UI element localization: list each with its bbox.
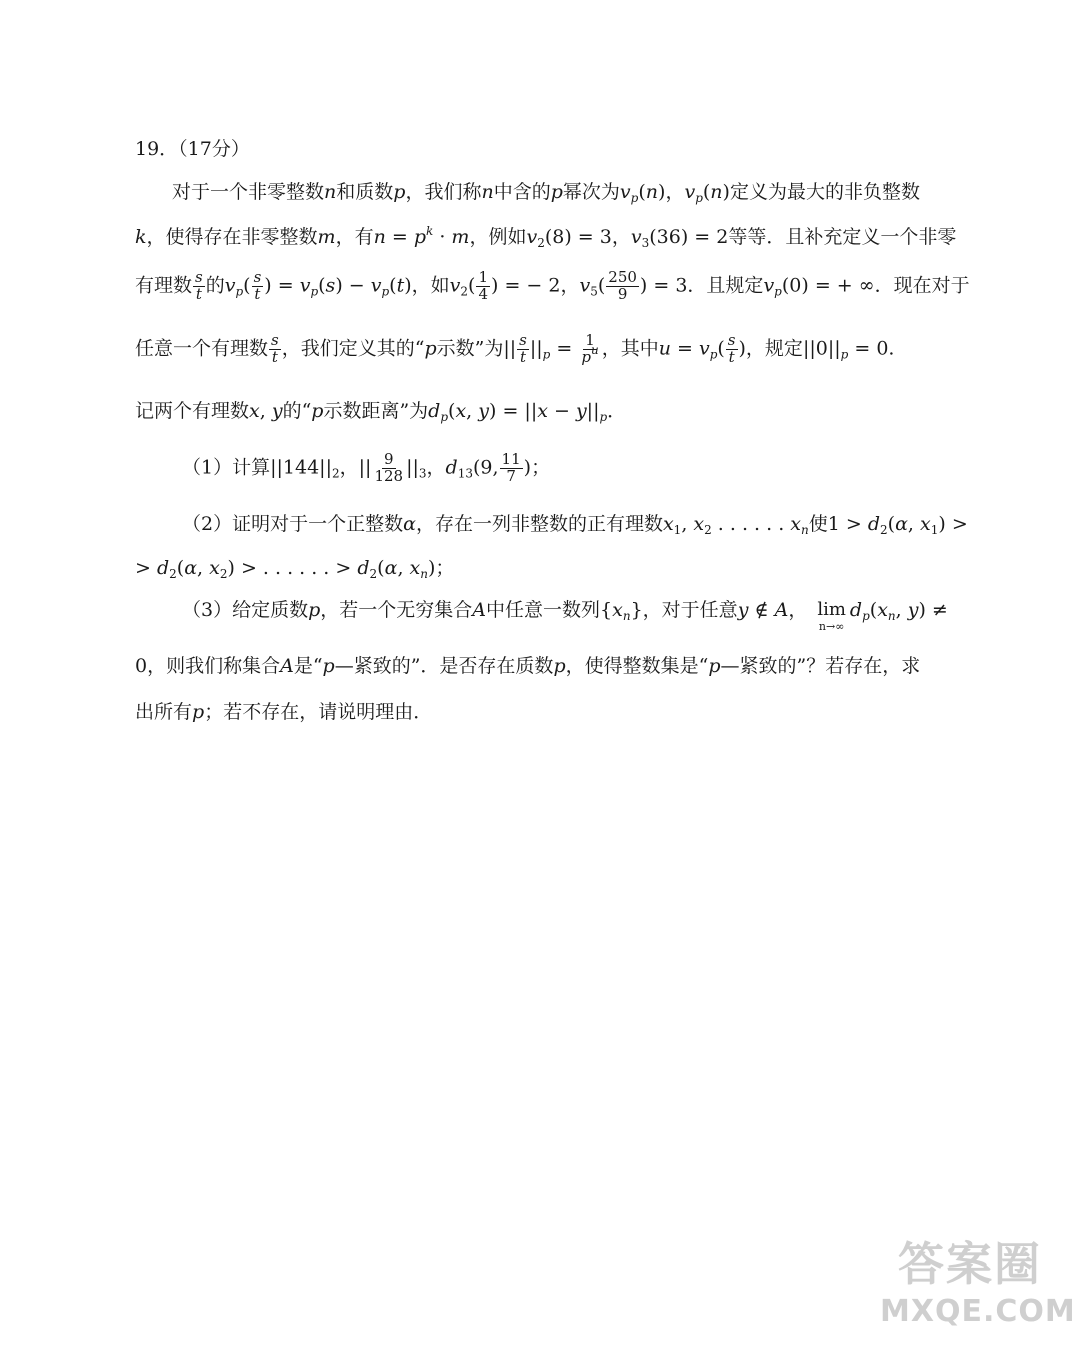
watermark-logo: 答案圈: [898, 1237, 1042, 1291]
question-2-line-2: > $d_2(\alpha$, $x_2$) > . . . . . . > $d_2(\alpha$, $x_n$)；: [135, 557, 455, 581]
question-3-line-1: （3）给定质数p，若一个无穷集合A中任意一数列$\{x_n\}$，对于任意y ∉ A， lim n→∞ $d_p(x_n$, y) ≠: [182, 599, 948, 633]
paragraph-line-3: 有理数 $\frac{s}{t}$ 的$v_p$( $\frac{s}{t}$ ) = $v_p(s) - v_p(t)$，如$v_2$( $\frac{1}{4}$ ) = − 2，$v_5$( $\frac{250}{9}$ ) = 3．且规定$v_p(0)$ = + ∞．现在对于: [135, 268, 970, 303]
question-1: （1）计算$||144||_2$，|| $\frac{9}{128}$ $||_3$，$d_{13}(9$, $\frac{11}{7}$ )；: [182, 450, 551, 485]
watermark-site: MXQE.COM: [880, 1294, 1076, 1329]
paragraph-line-2: k，使得存在非零整数m，有$n = p^k \cdot m$，例如$v_2(8) = 3$，$v_3(36) = 2$等等．且补充定义一个非零: [135, 224, 957, 250]
question-3-line-2: 0，则我们称集合A是“p—紧致的”．是否存在质数p，使得整数集是“p—紧致的”？若存在，求: [135, 655, 921, 677]
problem-header: 19．（17分）: [135, 138, 250, 160]
paragraph-line-1: 对于一个非零整数n和质数p，我们称n中含的p幂次为$v_p(n)$，$v_p(n)$定义为最大的非负整数: [172, 181, 920, 205]
limit-operator: lim n→∞: [817, 599, 846, 633]
paragraph-line-4: 任意一个有理数 $\frac{s}{t}$ ，我们定义其的“p示数”为|| $\frac{s}{t}$ $||_p$ = $\frac{1}{p^u}$ ，其中$u = v_p$( $\frac{s}{t}$ )，规定$||0||_p = 0$.: [135, 331, 895, 366]
question-3-line-3: 出所有p；若不存在，请说明理由．: [135, 701, 433, 723]
watermark: [880, 1228, 1076, 1338]
fraction-s-over-t: $\frac{s}{t}$: [195, 268, 203, 303]
paragraph-line-5: 记两个有理数x, y的“p示数距离”为$d_p(x$, $y) = ||x - y||_p$．: [135, 400, 627, 424]
question-2-line-1: （2）证明对于一个正整数α，存在一列非整数的正有理数$x_1$, $x_2$ . . . . . . $x_n$使$1 > d_2(\alpha$, $x_1$) >: [182, 513, 968, 537]
